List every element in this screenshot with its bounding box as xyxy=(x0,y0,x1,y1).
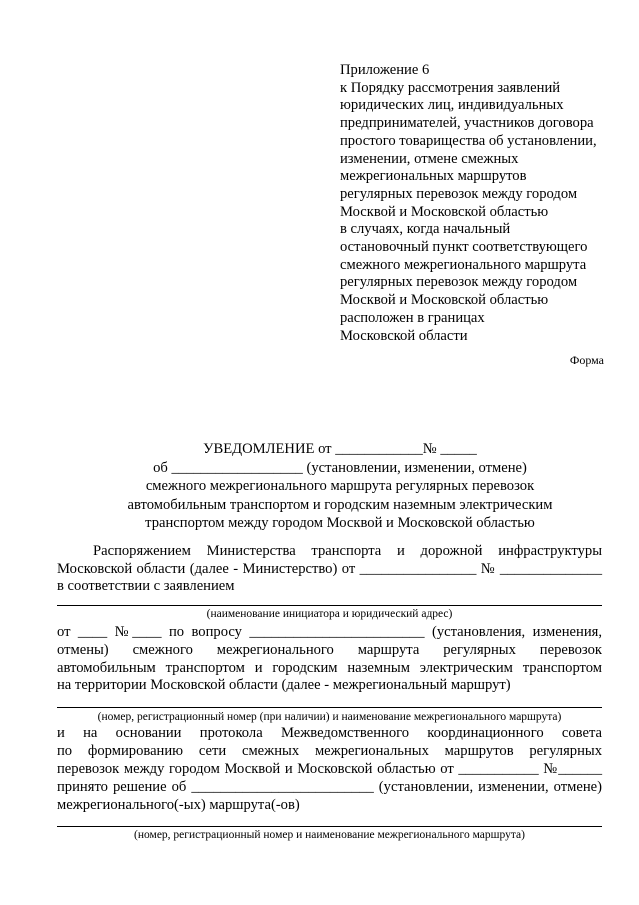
appendix-line: Москвой и Московской областью xyxy=(340,203,549,220)
body-text-line: перевозок между городом Москвой и Московской областью от ___________ №______ xyxy=(57,761,602,777)
appendix-line: смежного межрегионального маршрута xyxy=(340,256,587,273)
body-text-line: по формированию сети смежных межрегиональных маршрутов регулярных xyxy=(57,743,602,759)
title-line: УВЕДОМЛЕНИЕ от ____________№ _____ xyxy=(203,441,477,457)
appendix-line: расположен в границах xyxy=(340,309,485,326)
title-line: транспортом между городом Москвой и Московской областью xyxy=(145,515,535,531)
body-text-line: принято решение об _________________________ (установлении, изменении, отмене) xyxy=(57,779,602,795)
appendix-line: в случаях, когда начальный xyxy=(340,221,511,238)
blank-line xyxy=(57,826,602,827)
body-text-line: Московской области (далее - Министерство) от ________________ № ______________ xyxy=(57,561,602,577)
appendix-line: юридических лиц, индивидуальных xyxy=(340,97,564,114)
body-text-line: от ____ №____ по вопросу ________________________ (установления, изменения, xyxy=(57,624,602,640)
field-caption: (номер, регистрационный номер и наименование межрегионального маршрута) xyxy=(134,829,525,841)
appendix-line: изменении, отмене смежных xyxy=(340,150,519,167)
title-line: об __________________ (установлении, изменении, отмене) xyxy=(153,459,527,476)
field-caption: (наименование инициатора и юридический адрес) xyxy=(206,608,453,620)
appendix-line: Московской области xyxy=(340,327,468,344)
appendix-line: межрегиональных маршрутов xyxy=(340,168,527,185)
blank-line xyxy=(57,605,602,606)
title-line: автомобильным транспортом и городским наземным электрическим xyxy=(127,496,553,513)
title-line: смежного межрегионального маршрута регулярных перевозок xyxy=(145,478,535,494)
body-text-line: на территории Московской области (далее - межрегиональный маршрут) xyxy=(57,677,511,693)
appendix-line: к Порядку рассмотрения заявлений xyxy=(340,79,561,96)
body-text-line: Распоряжением Министерства транспорта и дорожной инфраструктуры xyxy=(93,543,602,559)
appendix-line: регулярных перевозок между городом xyxy=(340,185,578,202)
form-label: Форма xyxy=(569,353,604,367)
document-title xyxy=(60,440,620,533)
appendix-line: предпринимателей, участников договора xyxy=(340,115,594,132)
appendix-line: простого товарищества об установлении, xyxy=(340,132,597,149)
body-text-line: межрегионального(-ых) маршрута(-ов) xyxy=(57,797,300,813)
body-text-line: в соответствии с заявлением xyxy=(57,578,235,594)
appendix-line: Москвой и Московской областью xyxy=(340,292,549,309)
field-caption: (номер, регистрационный номер (при наличии) и наименование межрегионального маршрута) xyxy=(97,711,562,723)
appendix-line: Приложение 6 xyxy=(340,62,430,78)
blank-line xyxy=(57,707,602,708)
body-text-line: автомобильным транспортом и городским наземным электрическим транспортом xyxy=(57,660,602,676)
body-text-line: отмены) смежного межрегионального маршрута регулярных перевозок xyxy=(57,642,602,658)
appendix-block xyxy=(340,62,630,345)
body-text-line: и на основании протокола Межведомственного координационного совета xyxy=(57,725,602,741)
appendix-line: регулярных перевозок между городом xyxy=(340,274,578,291)
appendix-line: остановочный пункт соответствующего xyxy=(340,239,588,256)
